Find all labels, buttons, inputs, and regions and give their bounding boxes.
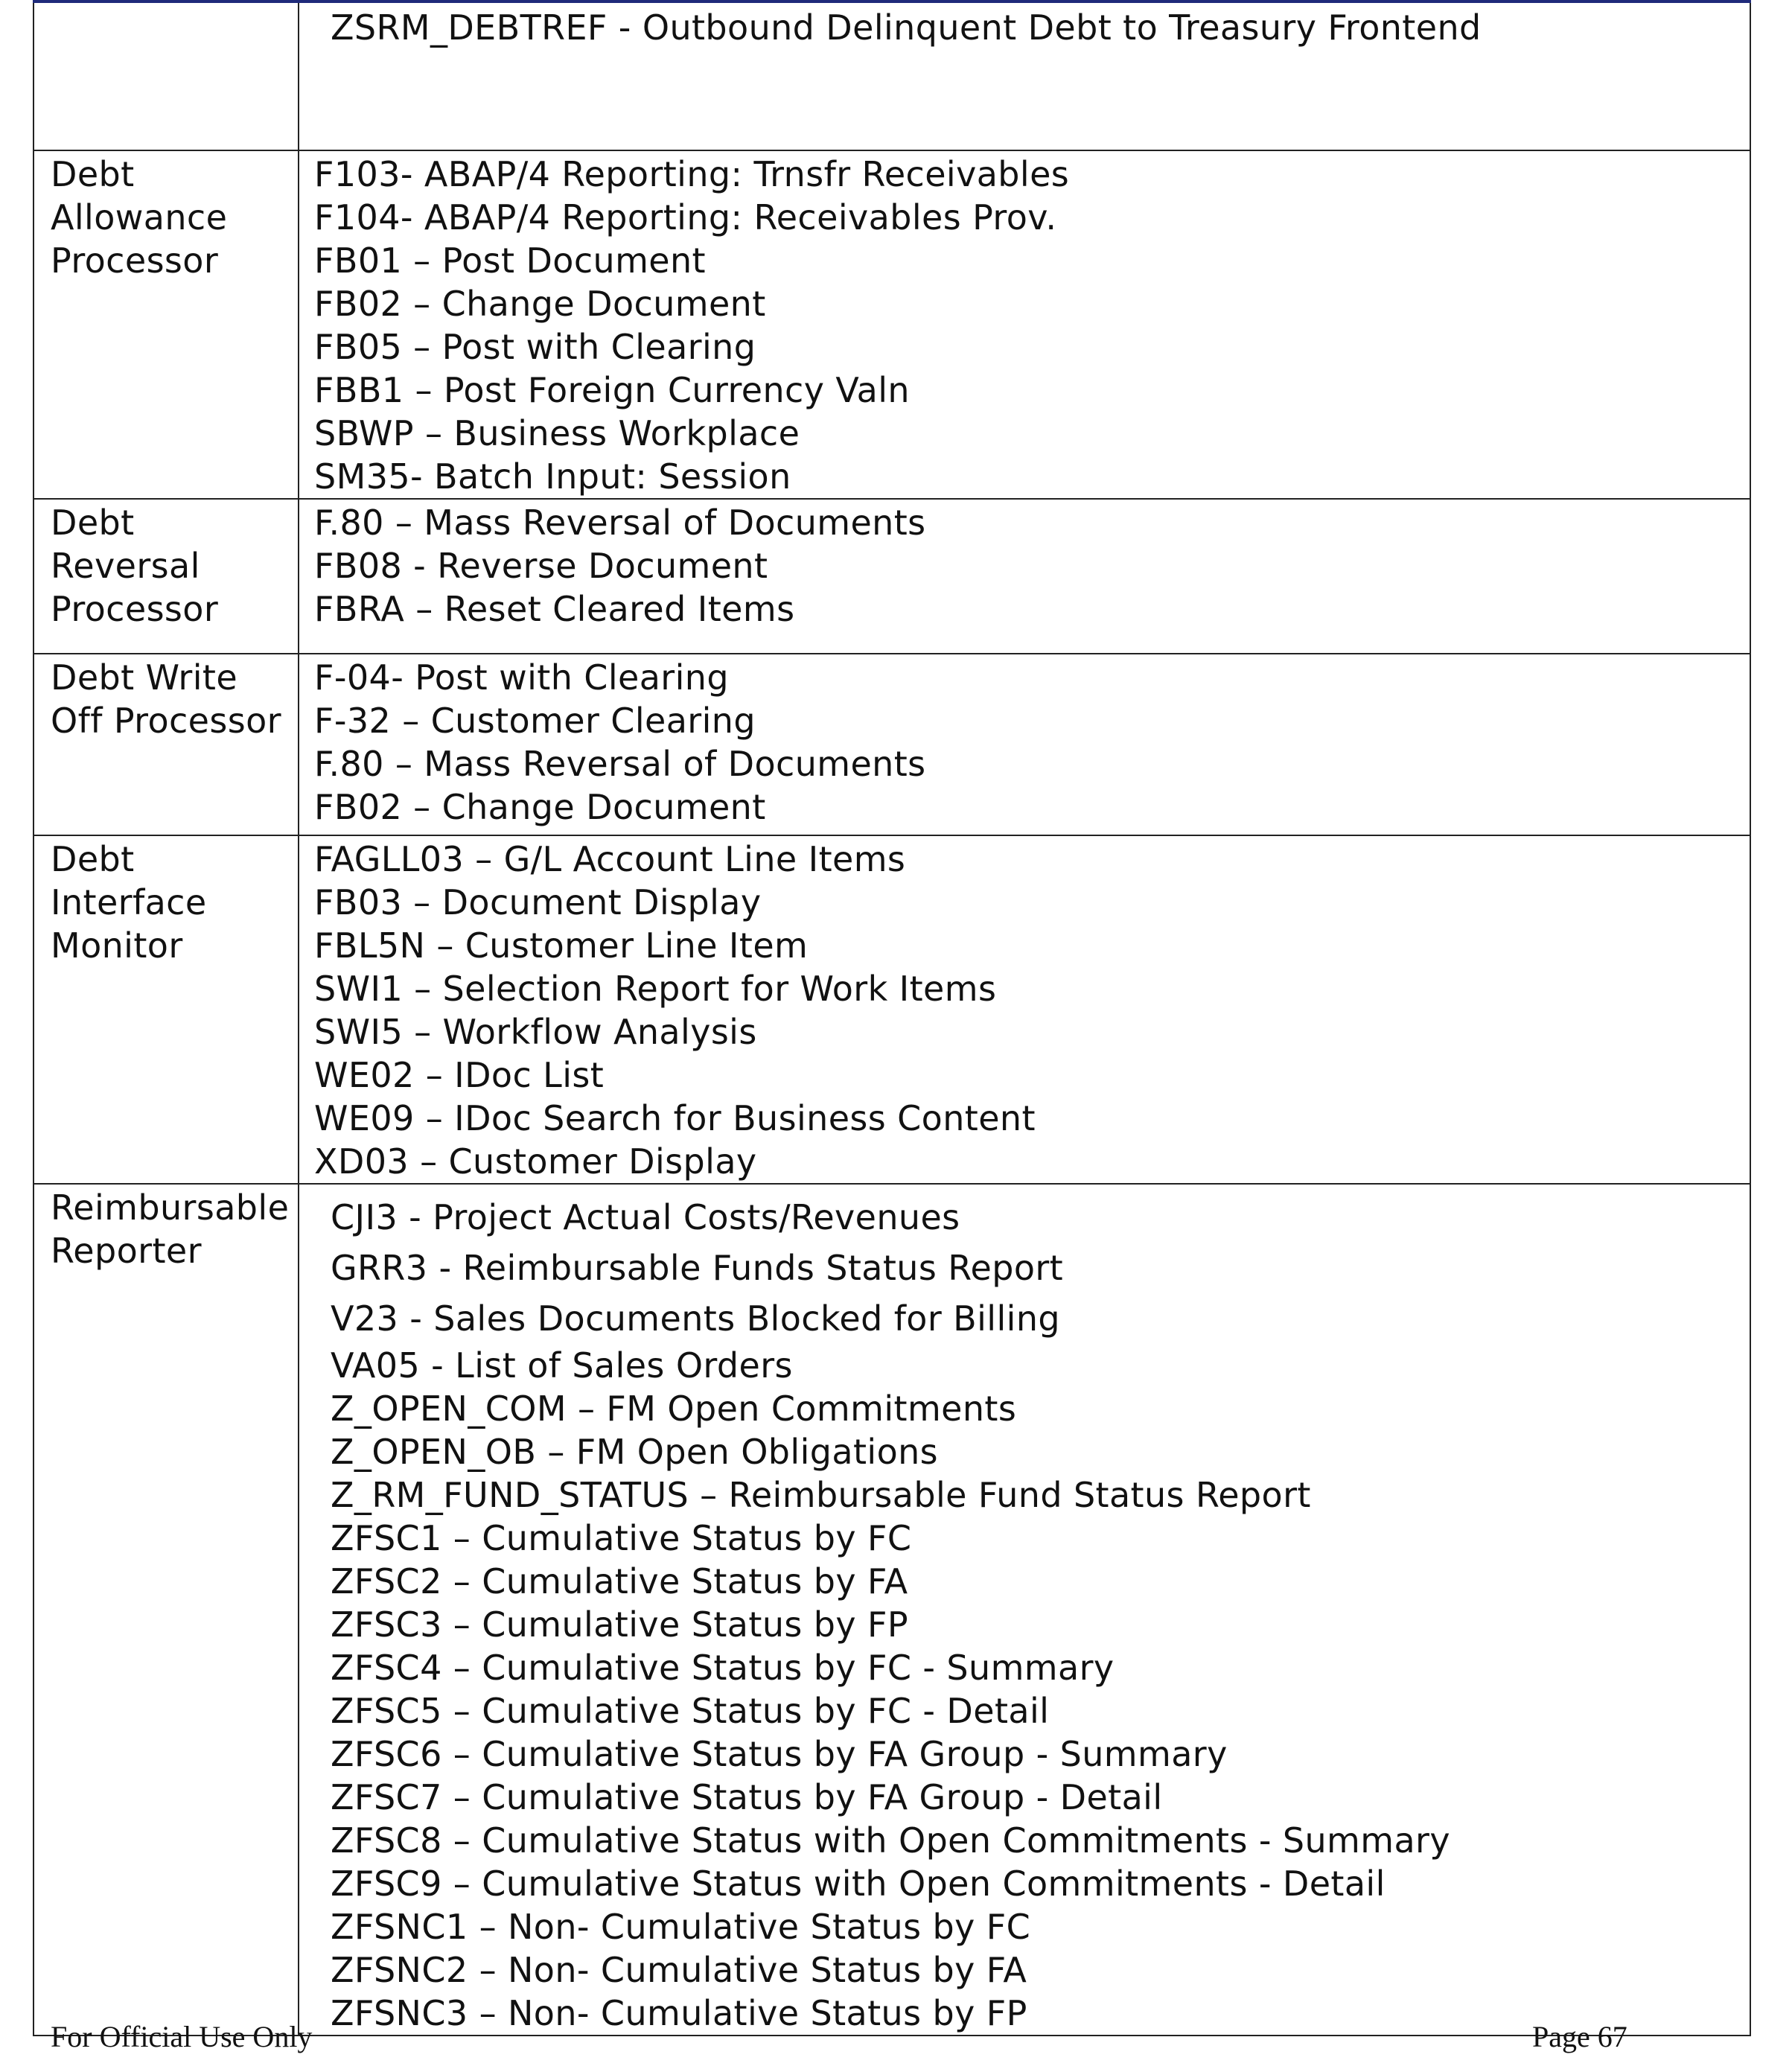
transaction-line: FAGLL03 – G/L Account Line Items <box>314 839 906 879</box>
role-label: Debt Reversal Processor <box>51 503 219 629</box>
transaction-line: FB01 – Post Document <box>314 240 706 281</box>
transaction-line: ZFSC3 – Cumulative Status by FP <box>331 1604 909 1645</box>
transaction-line: WE02 – IDoc List <box>314 1055 605 1095</box>
transaction-line: WE09 – IDoc Search for Business Content <box>314 1098 1036 1138</box>
transaction-line: FB03 – Document Display <box>314 882 762 922</box>
transaction-line: ZSRM_DEBTREF - Outbound Delinquent Debt to Treasury Frontend <box>331 7 1482 48</box>
role-cell <box>34 1 299 150</box>
transaction-line: F.80 – Mass Reversal of Documents <box>314 744 926 784</box>
footer-classification: For Official Use Only <box>51 2020 313 2053</box>
table-row <box>34 1 1750 150</box>
transaction-line: ZFSNC1 – Non- Cumulative Status by FC <box>331 1907 1031 1947</box>
transaction-line: SM35- Batch Input: Session <box>314 456 791 497</box>
transaction-line: VA05 - List of Sales Orders <box>331 1345 793 1386</box>
transaction-line: ZFSC2 – Cumulative Status by FA <box>331 1561 908 1601</box>
transaction-line: ZFSNC3 – Non- Cumulative Status by FP <box>331 1993 1027 2033</box>
role-cell <box>34 150 299 499</box>
transaction-line: F104- ABAP/4 Reporting: Receivables Prov. <box>314 197 1057 238</box>
transaction-line: F.80 – Mass Reversal of Documents <box>314 503 926 543</box>
transaction-line: ZFSC8 – Cumulative Status with Open Commitments - Summary <box>331 1820 1450 1861</box>
transaction-line: FB02 – Change Document <box>314 284 766 324</box>
role-cell <box>34 499 299 654</box>
transaction-line: SBWP – Business Workplace <box>314 413 800 453</box>
transaction-line: FBB1 – Post Foreign Currency Valn <box>314 370 910 410</box>
transaction-line: ZFSNC2 – Non- Cumulative Status by FA <box>331 1950 1027 1990</box>
role-label: Debt Allowance Processor <box>51 154 228 281</box>
transaction-cell <box>299 1184 1750 2036</box>
table-row <box>34 835 1750 1184</box>
transaction-line: ZFSC4 – Cumulative Status by FC - Summary <box>331 1648 1115 1688</box>
transaction-line: FBL5N – Customer Line Item <box>314 925 809 966</box>
transaction-line: ZFSC5 – Cumulative Status by FC - Detail <box>331 1691 1050 1731</box>
role-label: Debt Interface Monitor <box>51 839 207 966</box>
transaction-cell <box>299 835 1750 1184</box>
transaction-line: SWI5 – Workflow Analysis <box>314 1012 757 1052</box>
transaction-line: ZFSC7 – Cumulative Status by FA Group - Detail <box>331 1777 1163 1817</box>
transaction-line: GRR3 - Reimbursable Funds Status Report <box>331 1248 1064 1288</box>
transaction-line: ZFSC9 – Cumulative Status with Open Commitments - Detail <box>331 1864 1386 1904</box>
transaction-line: ZFSC1 – Cumulative Status by FC <box>331 1518 912 1558</box>
role-label: Reimbursable Reporter <box>51 1188 290 1271</box>
transaction-line: FB02 – Change Document <box>314 787 766 827</box>
transaction-line: FB05 – Post with Clearing <box>314 327 756 367</box>
transaction-line: F-32 – Customer Clearing <box>314 701 756 741</box>
role-label: Debt Write Off Processor <box>51 657 281 741</box>
table-row <box>34 1184 1750 2036</box>
role-cell <box>34 1184 299 2036</box>
transaction-line: XD03 – Customer Display <box>314 1141 757 1182</box>
transaction-line: F-04- Post with Clearing <box>314 657 729 698</box>
transaction-line: FB08 - Reverse Document <box>314 546 768 586</box>
transaction-line: SWI1 – Selection Report for Work Items <box>314 969 997 1009</box>
role-cell <box>34 654 299 835</box>
transaction-cell <box>299 150 1750 499</box>
transaction-line: FBRA – Reset Cleared Items <box>314 589 795 629</box>
footer-page-number: Page 67 <box>1532 2020 1627 2053</box>
table-row <box>34 654 1750 835</box>
role-cell <box>34 835 299 1184</box>
transaction-cell <box>299 654 1750 835</box>
transaction-line: ZFSC6 – Cumulative Status by FA Group - Summary <box>331 1734 1228 1774</box>
transaction-cell <box>299 499 1750 654</box>
transaction-line: V23 - Sales Documents Blocked for Billing <box>331 1298 1060 1339</box>
transaction-line: CJI3 - Project Actual Costs/Revenues <box>331 1197 960 1237</box>
table-row <box>34 499 1750 654</box>
transaction-line: Z_RM_FUND_STATUS – Reimbursable Fund Status Report <box>331 1475 1311 1515</box>
transaction-cell <box>299 1 1750 150</box>
transaction-line: Z_OPEN_OB – FM Open Obligations <box>331 1432 939 1472</box>
transaction-line: F103- ABAP/4 Reporting: Trnsfr Receivables <box>314 154 1070 194</box>
table-row <box>34 150 1750 499</box>
role-transaction-table <box>33 0 1751 2036</box>
transaction-line: Z_OPEN_COM – FM Open Commitments <box>331 1389 1017 1429</box>
